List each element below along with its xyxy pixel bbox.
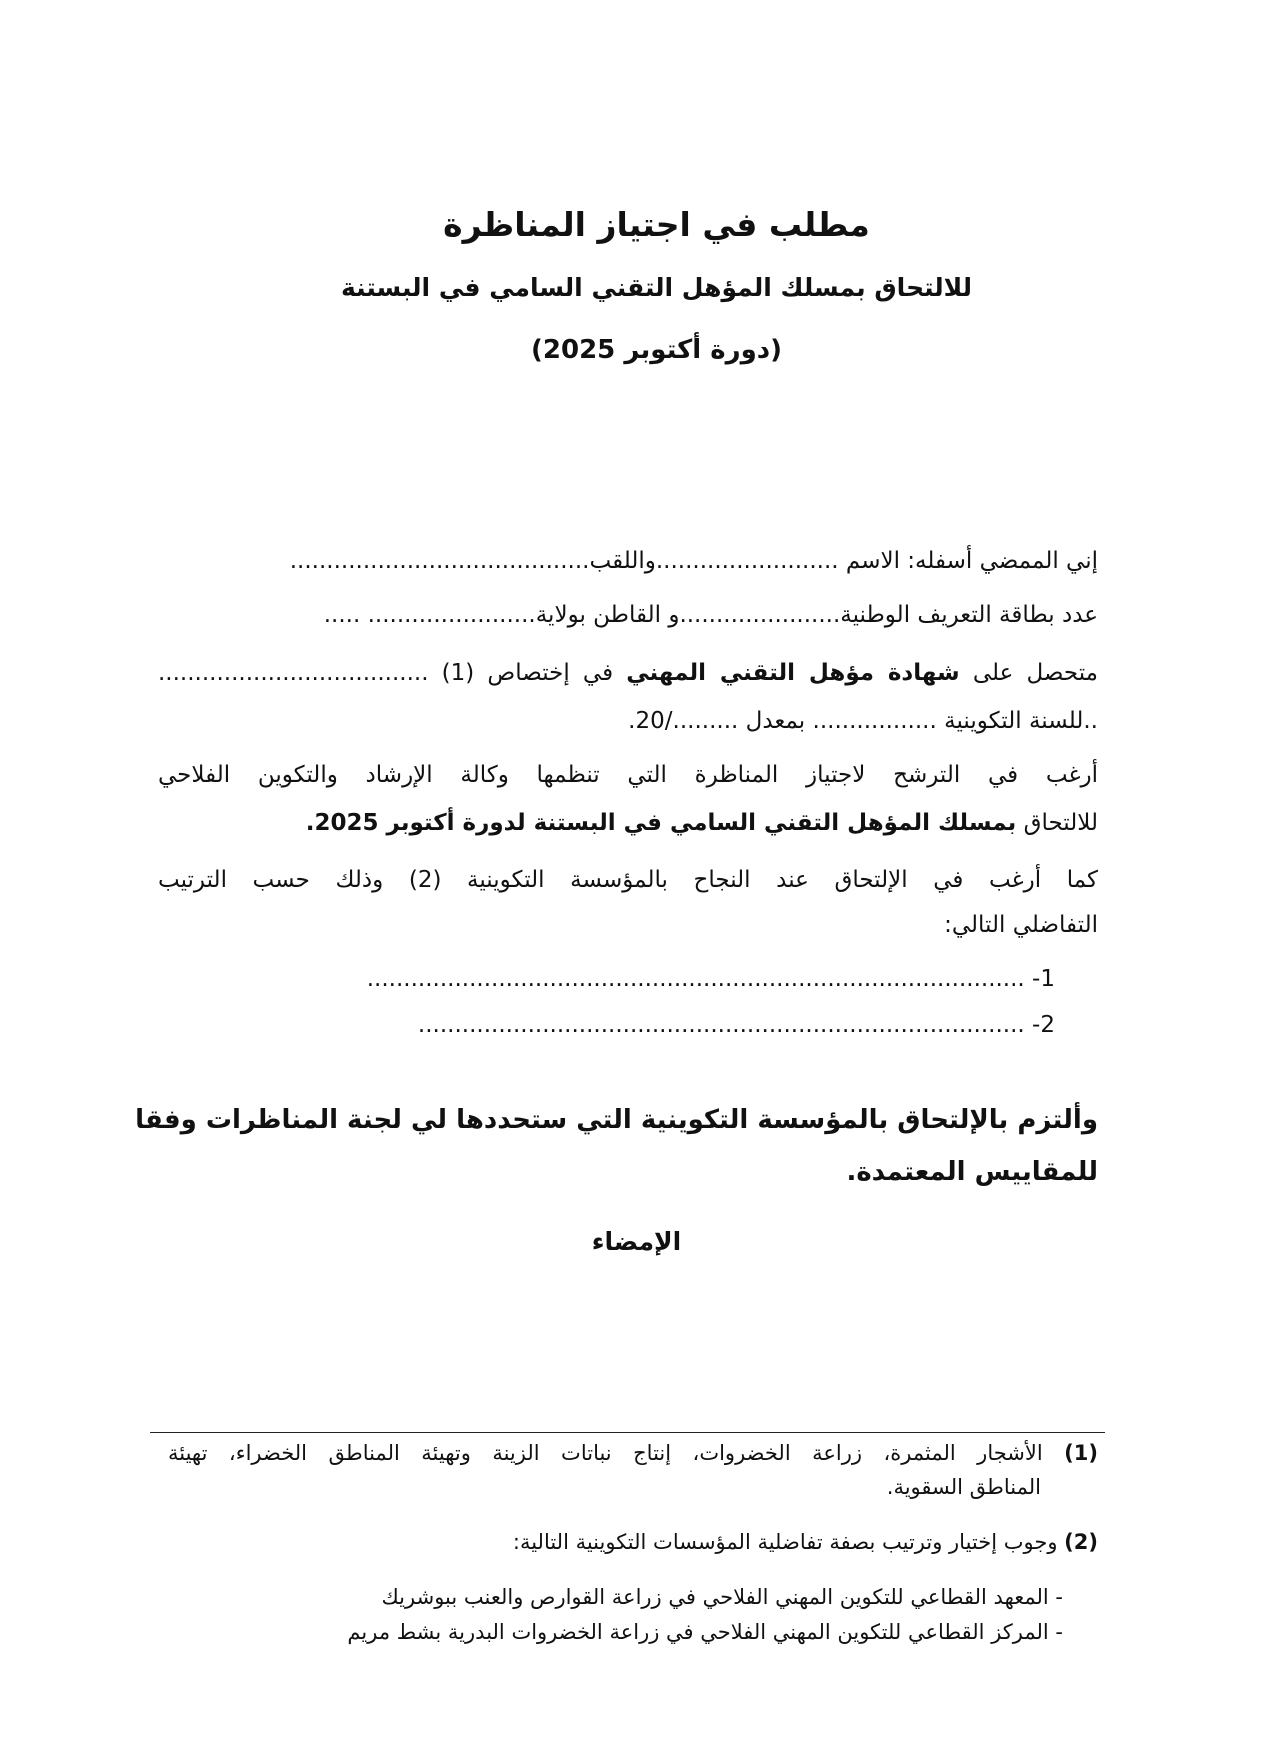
diploma-name: شهادة مؤهل التقني المهني <box>626 660 960 686</box>
footnote-2-text: وجوب إختيار وترتيب بصفة تفاضلية المؤسسات التكوينية التالية: <box>512 1530 1065 1554</box>
footnote-divider <box>150 1432 1105 1433</box>
diploma-suffix: في إختصاص (1) ..................................... <box>158 660 627 686</box>
signature-label: الإمضاء <box>591 1227 682 1256</box>
footnote-2-number: (2) <box>1064 1530 1098 1554</box>
name-field-line: إني الممضي أسفله: الاسم .........................واللقب......................................... <box>289 548 1098 574</box>
application-paragraph-line1: أرغب في الترشح لاجتياز المناظرة التي تنظمها وكالة الإرشاد والتكوين الفلاحي <box>158 762 1098 788</box>
preference-paragraph-line1: كما أرغب في الإلتحاق عند النجاح بالمؤسسة التكوينية (2) وذلك حسب الترتيب <box>158 867 1098 893</box>
session-label: (دورة أكتوبر 2025) <box>531 335 782 365</box>
choice-2-line: 2- ................................................................................... <box>417 1012 1055 1038</box>
year-average-field-line: ..للسنة التكوينية ................. بمعدل ........./20. <box>628 708 1098 734</box>
diploma-field-line <box>158 660 1098 686</box>
document-title: مطلب في اجتياز المناظرة <box>443 205 870 244</box>
diploma-prefix: متحصل على <box>959 660 1098 686</box>
institution-item: - المركز القطاعي للتكوين المهني الفلاحي في زراعة الخضروات البدرية بشط مريم <box>347 1620 1063 1644</box>
document-subtitle: للالتحاق بمسلك المؤهل التقني السامي في البستنة <box>340 273 973 302</box>
application-paragraph-line2 <box>158 810 1098 836</box>
commitment-line1: وألتزم بالإلتحاق بالمؤسسة التكوينية التي ستحددها لي لجنة المناظرات وفقا <box>135 1105 1098 1135</box>
footnote-1-text: الأشجار المثمرة، زراعة الخضروات، إنتاج نباتات الزينة وتهيئة المناطق الخضراء، تهيئة <box>168 1441 1065 1465</box>
application-prefix: للالتحاق <box>1016 810 1098 836</box>
footnote-1-continuation: المناطق السقوية. <box>886 1475 1041 1499</box>
id-card-field-line: عدد بطاقة التعريف الوطنية......................و القاطن بولاية....................... ..... <box>323 602 1098 628</box>
preference-paragraph-line2: التفاضلي التالي: <box>944 912 1098 938</box>
institution-item: - المعهد القطاعي للتكوين المهني الفلاحي في زراعة القوارص والعنب ببوشريك <box>381 1585 1063 1609</box>
footnote-1-number: (1) <box>1064 1441 1098 1465</box>
choice-1-line: 1- .......................................................................................... <box>366 966 1055 992</box>
commitment-line2: للمقاييس المعتمدة. <box>846 1157 1098 1187</box>
footnote-1 <box>168 1441 1098 1465</box>
footnote-2 <box>513 1530 1098 1554</box>
program-name: بمسلك المؤهل التقني السامي في البستنة لدورة أكتوبر 2025. <box>305 810 1017 836</box>
